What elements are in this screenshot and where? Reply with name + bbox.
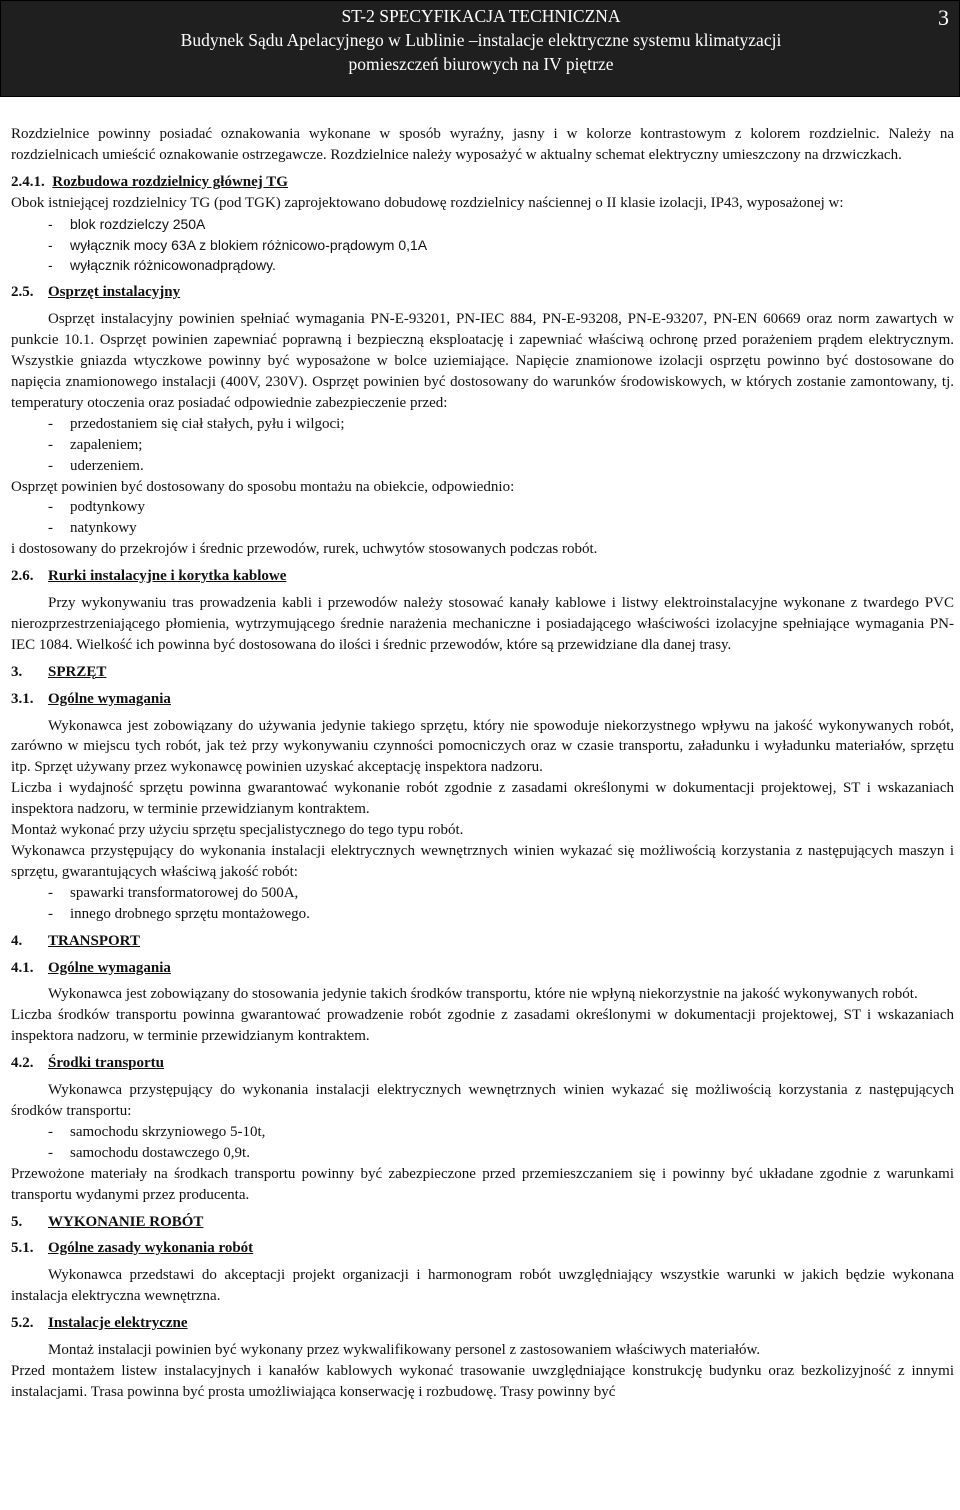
section-5-1-heading: 5.1. Ogólne zasady wykonania robót <box>11 1240 254 1257</box>
header-title: ST-2 SPECYFIKACJA TECHNICZNA <box>341 6 621 26</box>
list-item: - blok rozdzielczy 250A <box>48 215 206 232</box>
section-3-heading: 3. SPRZĘT <box>11 663 107 680</box>
list-item: - spawarki transformatorowej do 500A, <box>48 884 299 901</box>
section-2-4-1-heading <box>11 172 954 193</box>
section-title: Rozbudowa rozdzielnicy głównej TG <box>52 173 288 190</box>
section-3-1-paragraph-4: Wykonawca przystępujący do wykonania instalacji elektrycznych wewnętrznych winien wykazać się możliwością korzystania z następujących maszyn i sprzętu, gwarantujących właściwą jakość robót: <box>11 843 954 880</box>
intro-paragraph: Rozdzielnice powinny posiadać oznakowania wykonane w sposób wyraźny, jasny i w kolorze kontrastowym z kolorem rozdzielnic. Należy na rozdzielnicach umieścić oznakowanie ostrzegawcze. Rozdzielnice należy wyposażyć w aktualny schemat elektryczny umieszczony na drzwiczkach. <box>11 126 954 163</box>
section-4-1-paragraph: Wykonawca jest zobowiązany do stosowania jedynie takich środków transportu, które nie wpłyną niekorzystnie na jakość wykonywanych robót. <box>48 986 918 1003</box>
section-4-heading: 4. TRANSPORT <box>11 932 140 949</box>
list-item: - wyłącznik mocy 63A z blokiem różnicowo-prądowym 0,1A <box>48 236 428 253</box>
list-item: - zapaleniem; <box>48 436 143 453</box>
header-subtitle-2: pomieszczeń biurowych na IV piętrze <box>348 54 614 74</box>
page-number: 3 <box>938 5 949 30</box>
section-2-4-1-text: Obok istniejącej rozdzielnicy TG (pod TGK) zaprojektowano dobudowę rozdzielnicy naściennej o II klasie izolacji, IP43, wyposażonej w: <box>11 194 844 211</box>
section-4-1-paragraph-2: Liczba środków transportu powinna gwarantować prowadzenie robót zgodnie z zasadami określonymi w dokumentacji projektowej, ST i wskazaniach inspektora nadzoru, w terminie przewidzianym kontraktem. <box>11 1007 954 1045</box>
section-4-2-paragraph-2: Przewożone materiały na środkach transportu powinny być zabezpieczone przed przemieszczaniem się i powinny być układane zgodnie z warunkami transportu wydanymi przez producenta. <box>11 1165 954 1203</box>
section-2-5-heading: 2.5. Osprzęt instalacyjny <box>11 284 181 301</box>
section-5-1-paragraph: Wykonawca przedstawi do akceptacji projekt organizacji i harmonogram robót uwzględniający wszystkie warunki w jakich będzie wykonana instalacja elektryczna wewnętrzna. <box>11 1267 954 1305</box>
section-4-2-heading: 4.2. Środki transportu <box>11 1055 165 1072</box>
list-item: - samochodu skrzyniowego 5-10t, <box>48 1123 266 1140</box>
section-2-5-paragraph: Osprzęt instalacyjny powinien spełniać wymagania PN-E-93201, PN-IEC 884, PN-E-93208, PN-E-93207, PN-EN 60669 oraz norm zawartych w punkcie 10.1. Osprzęt powinien zapewniać poprawną i bezpieczną eksploatację i zapewniać właściwą ochronę przed porażeniem prądem elektrycznym. Wszystkie gniazda wtyczkowe powinny być wyposażone w bolce uziemiające. Napięcie znamionowe izolacji osprzętu powinno być dostosowane do napięcia znamionowego instalacji (400V, 230V). Osprzęt powinien być dostosowany do warunków środowiskowych, w których zostanie zamontowany, tj. temperatury otoczenia oraz posiadać odpowiednie zabezpieczenie przed: <box>11 311 954 411</box>
document-body <box>11 124 954 1403</box>
list-item: - podtynkowy <box>48 499 145 516</box>
section-5-heading: 5. WYKONANIE ROBÓT <box>11 1213 204 1230</box>
list-item: - uderzeniem. <box>48 457 144 474</box>
list-item: - innego drobnego sprzętu montażowego. <box>48 905 310 922</box>
section-3-1-heading: 3.1. Ogólne wymagania <box>11 690 171 707</box>
section-2-5-paragraph-3: i dostosowany do przekrojów i średnic przewodów, rurek, uchwytów stosowanych podczas robót. <box>11 541 598 558</box>
section-3-1-paragraph-2: Liczba i wydajność sprzętu powinna gwarantować wykonanie robót zgodnie z zasadami określonymi w dokumentacji projektowej, ST i wskazaniach inspektora nadzoru, w terminie przewidzianym kontraktem. <box>11 780 954 818</box>
section-5-2-heading: 5.2. Instalacje elektryczne <box>11 1315 188 1332</box>
list-item: - samochodu dostawczego 0,9t. <box>48 1144 250 1161</box>
section-3-1-paragraph: Wykonawca jest zobowiązany do używania jedynie takiego sprzętu, który nie spowoduje niekorzystnego wpływu na jakość wykonywanych robót, zarówno w miejscu tych robót, jak też przy wykonywaniu czynności pomocniczych oraz w czasie transportu, załadunku i wyładunku materiałów, sprzętu itp. Sprzęt używany przez wykonawcę powinien uzyskać akceptację inspektora nadzoru. <box>11 717 954 776</box>
section-5-2-paragraph-2: Przed montażem listew instalacyjnych i kanałów kablowych wykonać trasowanie uwzględniające konstrukcję budynku oraz bezkolizyjność z innymi instalacjami. Trasa powinna być prosta umożliwiająca konserwację i rozbudowę. Trasy powinny być <box>11 1362 954 1400</box>
section-3-1-paragraph-3: Montaż wykonać przy użyciu sprzętu specjalistycznego do tego typu robót. <box>11 822 464 839</box>
section-number: 2.4.1. <box>11 173 45 190</box>
page-header <box>0 0 960 97</box>
section-5-2-paragraph: Montaż instalacji powinien być wykonany przez wykwalifikowany personel z zastosowaniem właściwych materiałów. <box>48 1342 761 1359</box>
list-item: - natynkowy <box>48 520 137 537</box>
section-4-1-heading: 4.1. Ogólne wymagania <box>11 959 171 976</box>
list-item: - wyłącznik różnicowonadprądowy. <box>48 257 276 274</box>
section-4-2-paragraph: Wykonawca przystępujący do wykonania instalacji elektrycznych wewnętrznych winien wykazać się możliwością korzystania z następujących środków transportu: <box>11 1082 954 1119</box>
list-item: - przedostaniem się ciał stałych, pyłu i wilgoci; <box>48 415 345 432</box>
section-2-5-paragraph-2: Osprzęt powinien być dostosowany do sposobu montażu na obiekcie, odpowiednio: <box>11 478 515 495</box>
section-2-6-paragraph: Przy wykonywaniu tras prowadzenia kabli i przewodów należy stosować kanały kablowe i listwy elektroinstalacyjne wykonane z twardego PVC nierozprzestrzeniającego płomienia, wytrzymującego średnie narażenia mechaniczne i posiadającego właściwości izolacyjne spełniające wymagania PN-IEC 1084. Wielkość ich powinna być dostosowana do ilości i średnic przewodów, które są przewidziane dla danej trasy. <box>11 595 954 653</box>
header-subtitle: Budynek Sądu Apelacyjnego w Lublinie –instalacje elektryczne systemu klimatyzacji <box>180 30 782 50</box>
section-2-6-heading: 2.6. Rurki instalacyjne i korytka kablowe <box>11 568 287 585</box>
